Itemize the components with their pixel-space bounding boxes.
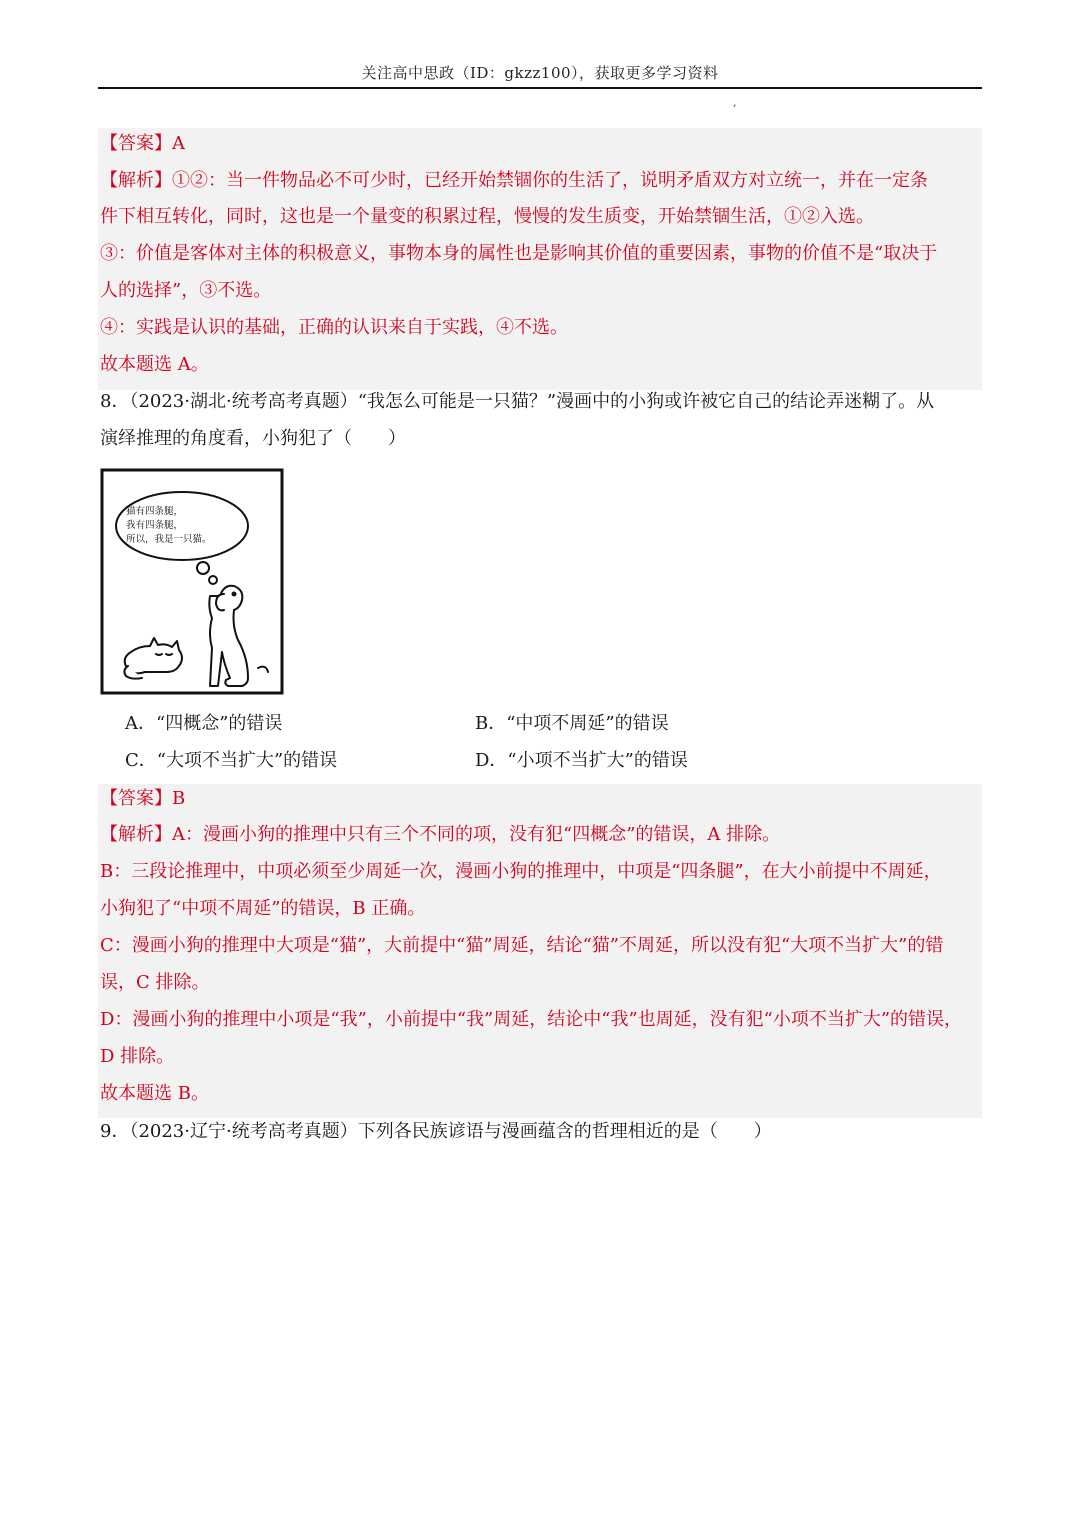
q7-analysis-line: 人的选择”，③不选。 <box>100 280 272 301</box>
thought-dot <box>209 576 217 584</box>
q7-conclusion: 故本题选 A。 <box>100 354 209 375</box>
q8-conclusion: 故本题选 B。 <box>100 1083 209 1104</box>
dog-cat-cartoon <box>100 468 284 695</box>
q9-stem: 9．（2023·辽宁·统考高考真题）下列各民族谚语与漫画蕴含的哲理相近的是（ ） <box>100 1121 772 1142</box>
option-a: A．“四概念”的错误 <box>125 713 283 734</box>
option-d: D．“小项不当扩大”的错误 <box>475 750 688 771</box>
q8-analysis-line: 小狗犯了“中项不周延”的错误，B 正确。 <box>100 898 426 919</box>
q7-answer: 【答案】A <box>100 133 185 154</box>
q7-analysis-line: ④：实践是认识的基础，正确的认识来自于实践，④不选。 <box>100 317 568 338</box>
page-header: 关注高中思政（ID：gkzz100），获取更多学习资料 <box>361 64 719 82</box>
q8-answer: 【答案】B <box>100 788 186 809</box>
q8-stem-line1: 8．（2023·湖北·统考高考真题）“我怎么可能是一只猫？”漫画中的小狗或许被它自己的结论弄迷糊了。从 <box>100 391 935 412</box>
q8-analysis-line: C：漫画小狗的推理中大项是“猫”，大前提中“猫”周延，结论“猫”不周延，所以没有犯“大项不当扩大”的错 <box>100 935 944 956</box>
thought-dot <box>197 562 209 574</box>
q7-analysis-line: 件下相互转化，同时，这也是一个量变的积累过程，慢慢的发生质变，开始禁锢生活，①②入选。 <box>100 206 874 227</box>
q7-analysis-line: ③：价值是客体对主体的积极意义，事物本身的属性也是影响其价值的重要因素，事物的价值不是“取决于 <box>100 243 938 264</box>
bubble-text: 所以，我是一只猫。 <box>126 534 212 545</box>
header-rule <box>98 87 982 89</box>
option-b: B．“中项不周延”的错误 <box>475 713 669 734</box>
q7-analysis-line: 【解析】①②：当一件物品必不可少时，已经开始禁锢你的生活了，说明矛盾双方对立统一，并在一定条 <box>100 170 928 191</box>
q8-analysis-line: 【解析】A：漫画小狗的推理中只有三个不同的项，没有犯“四概念”的错误，A 排除。 <box>100 824 781 845</box>
option-c: C．“大项不当扩大”的错误 <box>125 750 338 771</box>
bubble-text: 猫有四条腿， <box>126 506 184 517</box>
q8-analysis-line: 误，C 排除。 <box>100 972 210 993</box>
bubble-text: 我有四条腿， <box>126 520 184 531</box>
q8-analysis-line: B：三段论推理中，中项必须至少周延一次，漫画小狗的推理中，中项是“四条腿”，在大小前提中不周延， <box>100 861 942 882</box>
stray-mark: , <box>733 96 737 109</box>
q8-stem-line2: 演绎推理的角度看，小狗犯了（ ） <box>100 428 406 449</box>
q8-analysis-line: D：漫画小狗的推理中小项是“我”，小前提中“我”周延，结论中“我”也周延，没有犯“小项不当扩大”的错误， <box>100 1009 963 1030</box>
q8-analysis-line: D 排除。 <box>100 1046 175 1067</box>
